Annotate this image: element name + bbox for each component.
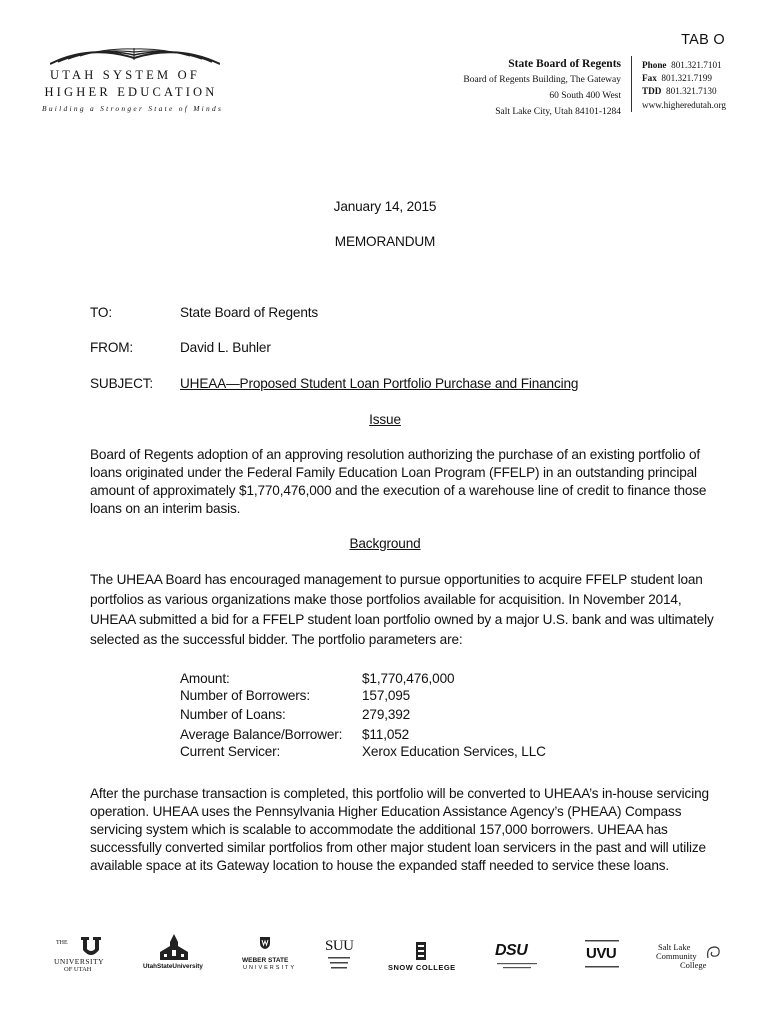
block-u-icon bbox=[80, 936, 102, 958]
to-label: TO: bbox=[90, 305, 112, 320]
slcc-line3: College bbox=[680, 960, 707, 970]
parameter-label: Number of Loans: bbox=[180, 707, 286, 722]
university-of-utah-logo bbox=[52, 930, 108, 980]
slcc-line1: Salt Lake bbox=[658, 942, 691, 952]
shield-icon bbox=[259, 936, 271, 950]
weber-line1: WEBER STATE bbox=[242, 957, 289, 964]
text-line: operation. UHEAA uses the Pennsylvania Higher Education Assistance Agency’s (PHEAA) Compass bbox=[90, 804, 682, 819]
tdd-label: TDD bbox=[642, 86, 662, 97]
dsu-label: DSU bbox=[495, 942, 528, 959]
memo-date: January 14, 2015 bbox=[333, 199, 437, 214]
salt-lake-community-college-logo bbox=[652, 930, 728, 980]
background-heading: Background bbox=[349, 536, 421, 551]
snow-college-logo bbox=[388, 930, 456, 980]
subject-label: SUBJECT: bbox=[90, 376, 154, 391]
dixie-state-university-logo bbox=[493, 930, 541, 980]
text-line: portfolios as various organizations make those portfolios available for acquisition. In November 2014, bbox=[90, 592, 682, 607]
logo-line1: UTAH SYSTEM OF bbox=[49, 68, 201, 82]
old-main-tower-icon bbox=[154, 932, 194, 962]
memo-type: MEMORANDUM bbox=[334, 234, 436, 249]
swirl-icon bbox=[704, 944, 722, 962]
issue-heading: Issue bbox=[369, 412, 401, 427]
weber-line2: UNIVERSITY bbox=[243, 965, 297, 971]
logo-tagline: Building a Stronger State of Minds bbox=[42, 104, 224, 113]
parameter-label: Current Servicer: bbox=[180, 744, 281, 759]
uofu-line1: THE bbox=[56, 940, 68, 946]
parameter-value: 279,392 bbox=[362, 707, 411, 722]
tab-label: TAB O bbox=[681, 32, 725, 48]
slcc-line2: Community bbox=[656, 951, 697, 961]
fax-label: Fax bbox=[642, 73, 657, 84]
uvu-top-mark-icon bbox=[585, 938, 619, 944]
text-line: loans originated under the Federal Family Education Loan Program (FFELP) in an outstanding principal bbox=[90, 465, 697, 480]
tdd-number: 801.321.7130 bbox=[666, 86, 717, 97]
text-line: UHEAA submitted a bid for a FFELP student loan portfolio owned by a major U.S. bank and was ultimately bbox=[90, 612, 714, 627]
address-line: 60 South 400 West bbox=[549, 91, 621, 101]
parameter-value: 157,095 bbox=[362, 688, 411, 703]
parameter-label: Average Balance/Borrower: bbox=[180, 727, 343, 742]
uofu-line2: UNIVERSITY bbox=[54, 957, 104, 966]
text-line: successfully converted similar portfolios from other major student loan servicers in the past and will utilize bbox=[90, 840, 706, 855]
text-line: selected as the successful bidder. The portfolio parameters are: bbox=[90, 632, 463, 647]
suu-label: SUU bbox=[325, 938, 354, 954]
parameter-value: Xerox Education Services, LLC bbox=[362, 744, 546, 759]
text-line: loans on an interim basis. bbox=[90, 501, 241, 516]
from-label: FROM: bbox=[90, 340, 134, 355]
address-line: Board of Regents Building, The Gateway bbox=[463, 75, 621, 85]
website-link[interactable]: www.higheredutah.org bbox=[642, 99, 726, 110]
address-block bbox=[463, 56, 621, 120]
parameter-value: $11,052 bbox=[362, 727, 410, 742]
usu-label: UtahStateUniversity bbox=[143, 963, 203, 970]
text-line: Board of Regents adoption of an approving resolution authorizing the purchase of an existing portfolio of bbox=[90, 447, 700, 462]
logo-line2: HIGHER EDUCATION bbox=[44, 85, 218, 99]
parameter-value: $1,770,476,000 bbox=[362, 671, 455, 686]
text-line: The UHEAA Board has encouraged management to pursue opportunities to acquire FFELP student loan bbox=[90, 572, 703, 587]
text-line: amount of approximately $1,770,476,000 and the execution of a warehouse line of credit to finance those bbox=[90, 483, 707, 498]
utah-valley-university-logo bbox=[584, 930, 620, 980]
uvu-label: UVU bbox=[586, 945, 617, 962]
uvu-bottom-mark-icon bbox=[585, 964, 619, 970]
utah-state-university-logo bbox=[143, 930, 205, 980]
snow-emblem-icon bbox=[416, 942, 426, 960]
parameters-table bbox=[180, 670, 600, 766]
suu-text-mark-icon bbox=[328, 956, 350, 974]
snow-label: SNOW COLLEGE bbox=[388, 963, 456, 972]
fax-number: 801.321.7199 bbox=[661, 73, 712, 84]
address-line: Salt Lake City, Utah 84101-1284 bbox=[495, 107, 621, 117]
contact-block bbox=[642, 58, 726, 112]
subject-value: UHEAA—Proposed Student Loan Portfolio Purchase and Financing bbox=[180, 376, 579, 391]
to-value: State Board of Regents bbox=[180, 305, 319, 320]
dsu-subtitle-mark-icon bbox=[497, 961, 537, 971]
from-value: David L. Buhler bbox=[180, 340, 271, 355]
phone-label: Phone bbox=[642, 60, 667, 70]
parameter-label: Number of Borrowers: bbox=[180, 688, 310, 703]
open-book-icon bbox=[50, 40, 220, 66]
weber-state-logo bbox=[240, 930, 297, 980]
uofu-line3: OF UTAH bbox=[64, 966, 92, 973]
phone-number: 801.321.7101 bbox=[671, 60, 722, 70]
southern-utah-university-logo bbox=[325, 930, 355, 980]
parameter-label: Amount: bbox=[180, 671, 230, 686]
ushe-logo bbox=[40, 40, 230, 120]
org-title: State Board of Regents bbox=[508, 58, 621, 70]
text-line: After the purchase transaction is completed, this portfolio will be converted to UHEAA’s in-house servicing bbox=[90, 786, 709, 801]
text-line: available space at its Gateway location to house the expanded staff needed to service these loans. bbox=[90, 858, 670, 873]
letterhead-divider bbox=[631, 56, 632, 112]
text-line: servicing system which is scalable to accommodate the additional 157,000 borrowers. UHEAA has bbox=[90, 822, 668, 837]
